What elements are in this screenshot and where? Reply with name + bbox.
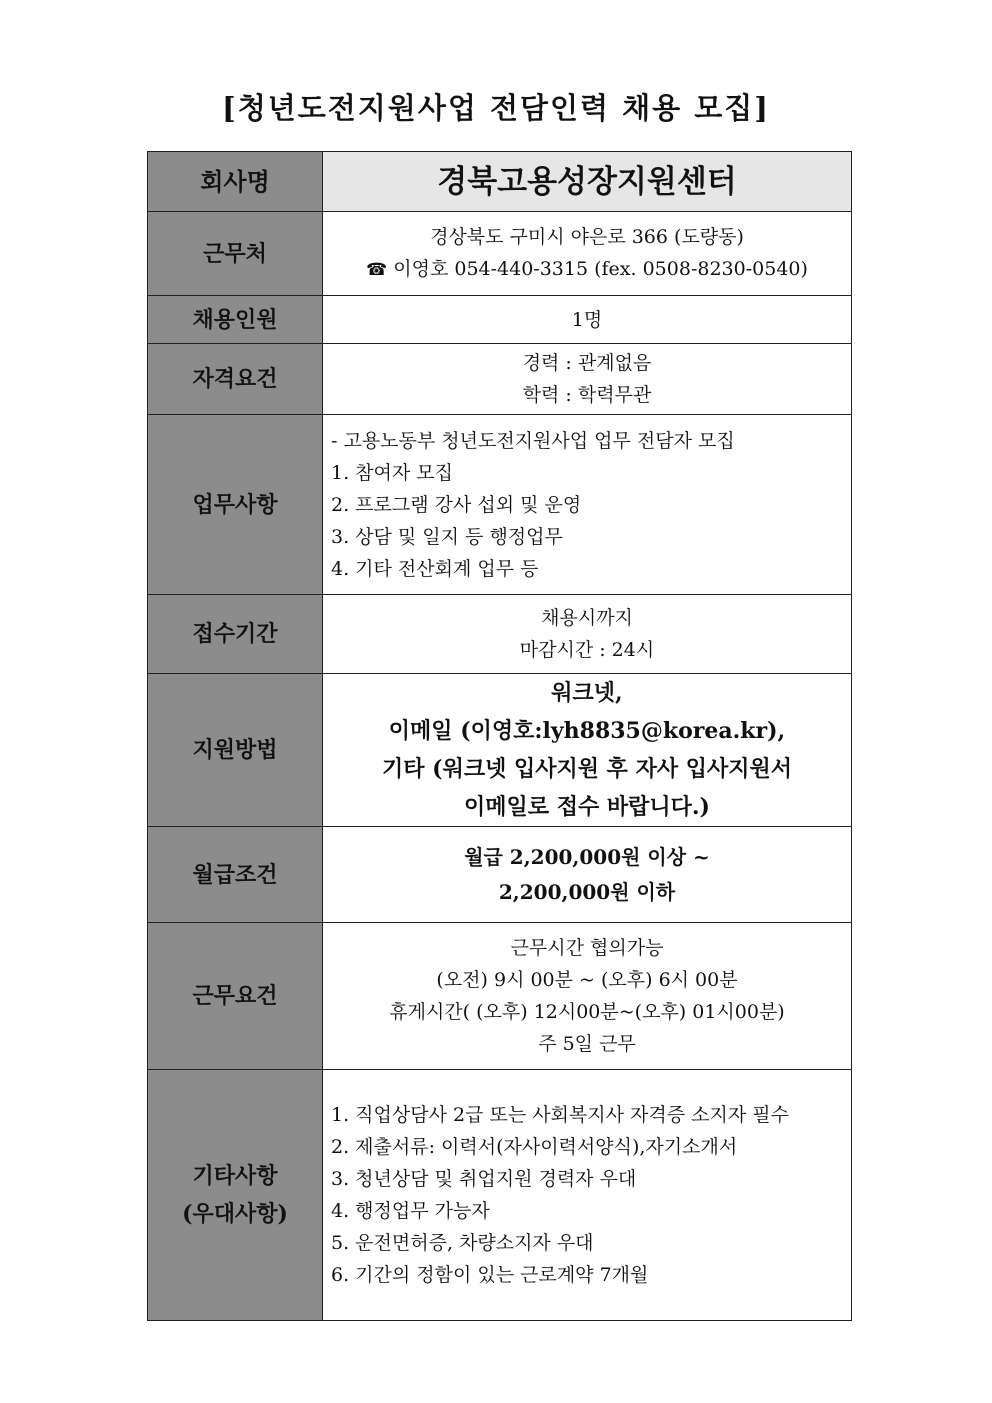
method-line: 기타 (워크넷 입사지원 후 자사 입사지원서 [382, 756, 792, 782]
period-line: 마감시간 : 24시 [519, 639, 655, 661]
label-period: 접수기간 [148, 595, 323, 674]
label-company: 회사명 [148, 152, 323, 212]
workplace-address: 경상북도 구미시 야은로 366 (도량동) [430, 226, 744, 248]
recruitment-table [147, 151, 852, 1321]
label-etc [148, 1070, 323, 1321]
value-method [323, 674, 852, 827]
phone-icon: ☎ [366, 260, 388, 280]
row-qualification [148, 344, 852, 415]
row-method [148, 674, 852, 827]
workplace-contact-line [323, 253, 851, 286]
salary-line: 2,200,000원 이하 [498, 879, 676, 904]
condition-line: 주 5일 근무 [538, 1033, 636, 1055]
qualification-line: 경력 : 관계없음 [522, 352, 652, 374]
duty-line: 2. 프로그램 강사 섭외 및 운영 [331, 493, 582, 516]
label-qualification: 자격요건 [148, 344, 323, 415]
label-method: 지원방법 [148, 674, 323, 827]
etc-line: 4. 행정업무 가능자 [331, 1200, 490, 1222]
row-period [148, 595, 852, 674]
method-line: 이메일 (이영호:lyh8835@korea.kr), [388, 718, 786, 744]
row-duties [148, 415, 852, 595]
method-line: 이메일로 접수 바랍니다.) [464, 794, 710, 820]
etc-line: 6. 기간의 정함이 있는 근로계약 7개월 [331, 1264, 649, 1286]
value-workplace [323, 212, 852, 296]
duty-line: 4. 기타 전산회계 업무 등 [331, 557, 539, 580]
qualification-line: 학력 : 학력무관 [522, 384, 652, 406]
row-etc [148, 1070, 852, 1321]
page-title: [청년도전지원사업 전담인력 채용 모집] [222, 91, 770, 125]
duty-line: 1. 참여자 모집 [331, 461, 453, 484]
value-company-name: 경북고용성장지원센터 [323, 152, 852, 212]
label-conditions: 근무요건 [148, 923, 323, 1070]
duty-line: 3. 상담 및 일지 등 행정업무 [331, 525, 563, 548]
label-salary: 월급조건 [148, 827, 323, 923]
condition-line: 근무시간 협의가능 [510, 937, 664, 959]
etc-line: 2. 제출서류: 이력서(자사이력서양식),자기소개서 [331, 1136, 738, 1158]
label-workplace: 근무처 [148, 212, 323, 296]
value-conditions [323, 923, 852, 1070]
row-headcount [148, 296, 852, 344]
value-period [323, 595, 852, 674]
value-qualification [323, 344, 852, 415]
value-etc [323, 1070, 852, 1321]
method-line: 워크넷, [551, 680, 623, 706]
row-salary [148, 827, 852, 923]
label-headcount: 채용인원 [148, 296, 323, 344]
salary-line: 월급 2,200,000원 이상 ~ [464, 844, 710, 869]
condition-line: (오전) 9시 00분 ~ (오후) 6시 00분 [436, 969, 738, 991]
etc-label-line: 기타사항 [192, 1163, 278, 1189]
etc-line: 1. 직업상담사 2급 또는 사회복지사 자격증 소지자 필수 [331, 1104, 789, 1126]
row-workplace [148, 212, 852, 296]
value-headcount: 1명 [323, 296, 852, 344]
workplace-contact: 이영호 054-440-3315 (fex. 0508-8230-0540) [393, 258, 808, 280]
label-duties: 업무사항 [148, 415, 323, 595]
etc-label-line: (우대사항) [182, 1201, 288, 1227]
row-company [148, 152, 852, 212]
value-duties [323, 415, 852, 595]
etc-line: 5. 운전면허증, 차량소지자 우대 [331, 1232, 594, 1254]
duty-line: - 고용노동부 청년도전지원사업 업무 전담자 모집 [331, 429, 735, 452]
etc-line: 3. 청년상담 및 취업지원 경력자 우대 [331, 1168, 637, 1190]
value-salary [323, 827, 852, 923]
row-conditions [148, 923, 852, 1070]
period-line: 채용시까지 [541, 607, 633, 629]
condition-line: 휴게시간( (오후) 12시00분~(오후) 01시00분) [389, 1001, 785, 1023]
